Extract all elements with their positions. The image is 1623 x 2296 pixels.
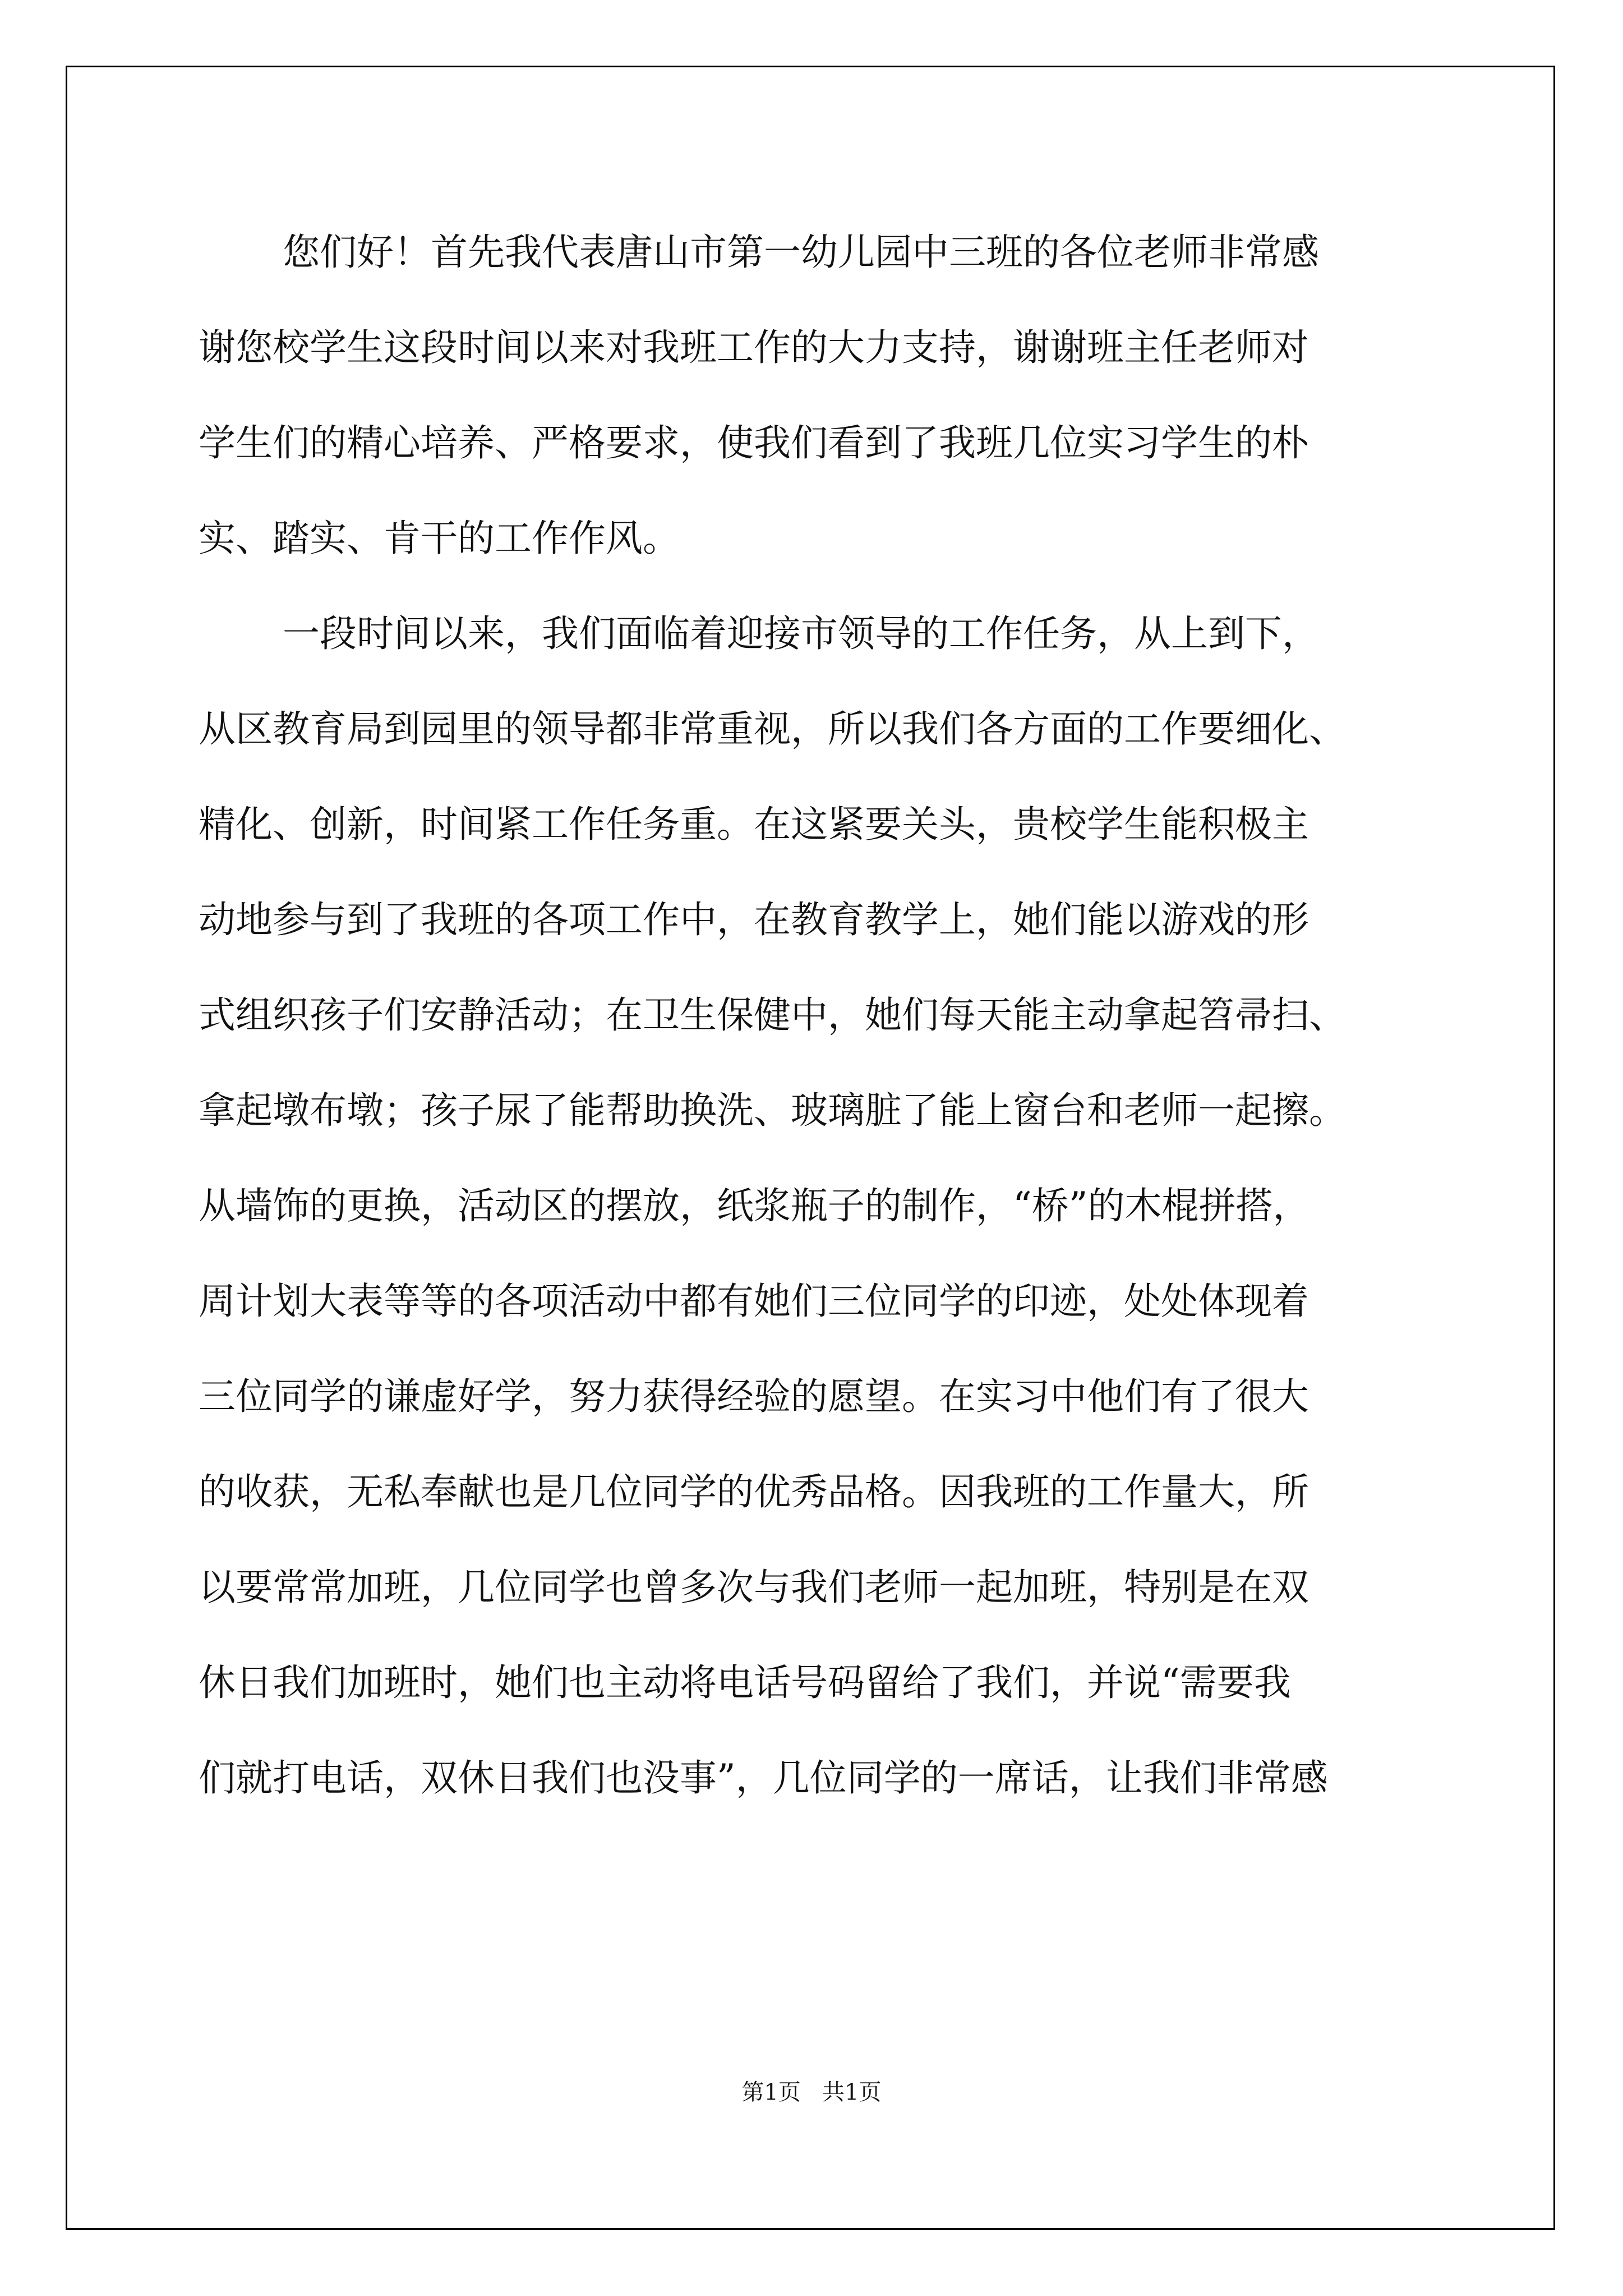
- paragraph-2-line-5: 式组织孩子们安静活动；在卫生保健中，她们每天能主动拿起笤帚扫、: [199, 993, 1346, 1037]
- paragraph-2-line-8: 周计划大表等等的各项活动中都有她们三位同学的印迹，处处体现着: [199, 1280, 1309, 1323]
- paragraph-1-line-2: 谢您校学生这段时间以来对我班工作的大力支持，谢谢班主任老师对: [199, 326, 1309, 369]
- paragraph-2-line-2: 从区教育局到园里的领导都非常重视，所以我们各方面的工作要细化、: [199, 707, 1346, 751]
- paragraph-2-line-6: 拿起墩布墩；孩子尿了能帮助换洗、玻璃脏了能上窗台和老师一起擦。: [199, 1089, 1346, 1132]
- paragraph-2-line-10: 的收获，无私奉献也是几位同学的优秀品格。因我班的工作量大，所: [199, 1470, 1309, 1513]
- paragraph-2-line-3: 精化、创新，时间紧工作任务重。在这紧要关头，贵校学生能积极主: [199, 803, 1309, 846]
- paragraph-2-line-11: 以要常常加班，几位同学也曾多次与我们老师一起加班，特别是在双: [199, 1566, 1309, 1609]
- paragraph-2-line-7: 从墙饰的更换，活动区的摆放，纸浆瓶子的制作，“桥”的木棍拼搭，: [199, 1184, 1310, 1227]
- paragraph-2-line-9: 三位同学的谦虚好学，努力获得经验的愿望。在实习中他们有了很大: [199, 1375, 1309, 1418]
- paragraph-2-line-13: 们就打电话，双休日我们也没事”，几位同学的一席话，让我们非常感: [199, 1756, 1328, 1800]
- document-body: [199, 205, 1427, 1826]
- paragraph-2-line-4: 动地参与到了我班的各项工作中，在教育教学上，她们能以游戏的形: [199, 898, 1309, 941]
- paragraph-1-line-4: 实、踏实、肯干的工作作风。: [199, 517, 680, 560]
- paragraph-1-line-1: 您们好！首先我代表唐山市第一幼儿园中三班的各位老师非常感: [283, 231, 1319, 274]
- paragraph-1-line-3: 学生们的精心培养、严格要求，使我们看到了我班几位实习学生的朴: [199, 421, 1309, 464]
- paragraph-2-line-12: 休日我们加班时，她们也主动将电话号码留给了我们，并说“需要我: [199, 1661, 1291, 1704]
- page-number-footer: 第1页 共1页: [741, 2079, 882, 2105]
- paragraph-2-line-1: 一段时间以来，我们面临着迎接市领导的工作任务，从上到下，: [283, 612, 1319, 655]
